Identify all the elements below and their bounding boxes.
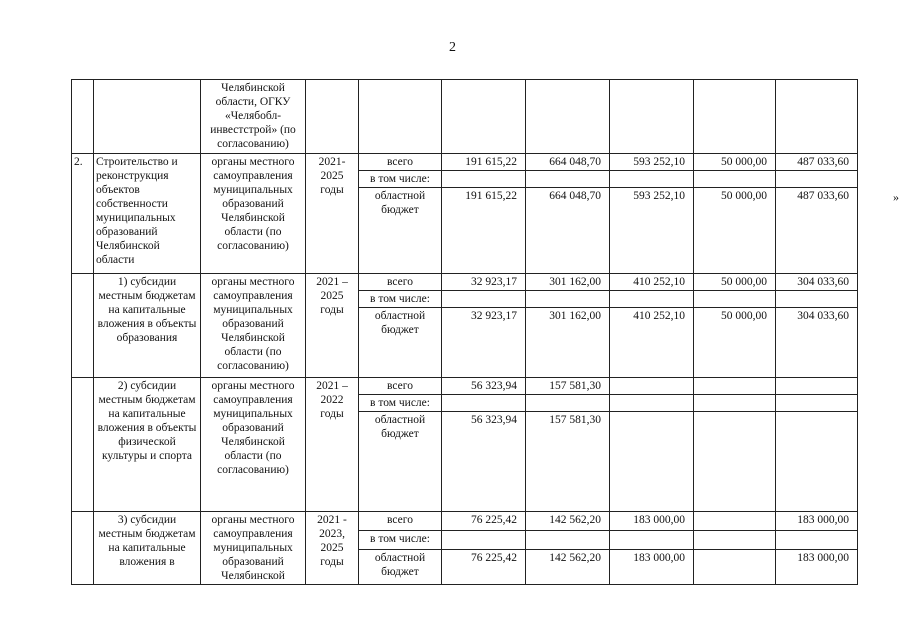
- cell-value: [694, 412, 776, 512]
- cell-value: [442, 291, 526, 308]
- cell-source-regional: областной бюджет: [359, 412, 442, 512]
- cell-source-total: всего: [359, 378, 442, 395]
- cell-value: [694, 550, 776, 585]
- table-row: [72, 274, 858, 291]
- cell-value: 50 000,00: [694, 188, 776, 274]
- cell-value: [526, 291, 610, 308]
- cell-value: [442, 395, 526, 412]
- cell-value: [610, 412, 694, 512]
- cell-value: 183 000,00: [776, 550, 858, 585]
- cell-value: 56 323,94: [442, 378, 526, 395]
- cell-value: [610, 395, 694, 412]
- cell-value: 157 581,30: [526, 412, 610, 512]
- cell-value: 76 225,42: [442, 550, 526, 585]
- table-row: [72, 80, 858, 154]
- cell-value: [526, 395, 610, 412]
- cell-value: [610, 80, 694, 154]
- cell-value: [776, 378, 858, 395]
- cell-value: [694, 395, 776, 412]
- cell-source-regional: областной бюджет: [359, 550, 442, 585]
- cell-value: 142 562,20: [526, 550, 610, 585]
- cell-value: 76 225,42: [442, 512, 526, 531]
- cell-executor: органы местного самоуправления муниципальных образований Челябинской области (по согласованию): [201, 274, 306, 378]
- cell-value: 301 162,00: [526, 274, 610, 291]
- cell-value: 50 000,00: [694, 154, 776, 171]
- cell-name: 1) субсидии местным бюджетам на капитальные вложения в объекты образования: [94, 274, 201, 378]
- cell-value: [610, 291, 694, 308]
- cell-value: 410 252,10: [610, 308, 694, 378]
- cell-executor: органы местного самоуправления муниципальных образований Челябинской: [201, 512, 306, 585]
- cell-value: 56 323,94: [442, 412, 526, 512]
- table-row: [72, 378, 858, 395]
- cell-source-total: всего: [359, 154, 442, 171]
- cell-executor: органы местного самоуправления муниципальных образований Челябинской области (по согласованию): [201, 378, 306, 512]
- cell-value: [776, 291, 858, 308]
- cell-value: [776, 80, 858, 154]
- cell-value: 183 000,00: [610, 512, 694, 531]
- cell-value: 50 000,00: [694, 308, 776, 378]
- cell-num: [72, 274, 94, 378]
- cell-executor: органы местного самоуправления муниципальных образований Челябинской области (по согласованию): [201, 154, 306, 274]
- side-quote-mark: »: [893, 190, 899, 204]
- cell-value: [442, 531, 526, 550]
- page-number: 2: [449, 40, 456, 55]
- cell-value: [694, 531, 776, 550]
- cell-source-including: в том числе:: [359, 531, 442, 550]
- table-row: [72, 154, 858, 171]
- cell-period: [306, 80, 359, 154]
- cell-period: 2021 – 2022 годы: [306, 378, 359, 512]
- cell-name: Строительство и реконструкция объектов собственности муниципальных образований Челябинской области: [94, 154, 201, 274]
- cell-executor: Челябинской области, ОГКУ «Челябобл-инвестстрой» (по согласованию): [201, 80, 306, 154]
- cell-value: 157 581,30: [526, 378, 610, 395]
- cell-source-total: всего: [359, 274, 442, 291]
- cell-value: 191 615,22: [442, 154, 526, 171]
- cell-num: [72, 512, 94, 585]
- cell-value: [442, 171, 526, 188]
- cell-value: 410 252,10: [610, 274, 694, 291]
- cell-source-including: в том числе:: [359, 171, 442, 188]
- cell-period: 2021-2025 годы: [306, 154, 359, 274]
- cell-value: 487 033,60: [776, 154, 858, 171]
- table-row: [72, 512, 858, 531]
- cell-value: 32 923,17: [442, 308, 526, 378]
- cell-value: [694, 512, 776, 531]
- cell-value: [776, 412, 858, 512]
- cell-value: [442, 80, 526, 154]
- cell-value: [610, 378, 694, 395]
- cell-value: [694, 80, 776, 154]
- cell-value: [694, 378, 776, 395]
- cell-name: 3) субсидии местным бюджетам на капитальные вложения в: [94, 512, 201, 585]
- cell-value: 304 033,60: [776, 308, 858, 378]
- cell-source-total: всего: [359, 512, 442, 531]
- budget-table: [71, 79, 858, 585]
- cell-value: 593 252,10: [610, 154, 694, 171]
- cell-period: 2021 - 2023, 2025 годы: [306, 512, 359, 585]
- cell-source-including: в том числе:: [359, 395, 442, 412]
- cell-value: [776, 171, 858, 188]
- cell-name: 2) субсидии местным бюджетам на капитальные вложения в объекты физической культуры и спорта: [94, 378, 201, 512]
- cell-value: 304 033,60: [776, 274, 858, 291]
- cell-value: [610, 531, 694, 550]
- cell-value: 50 000,00: [694, 274, 776, 291]
- cell-value: [526, 531, 610, 550]
- cell-value: [694, 171, 776, 188]
- cell-value: 32 923,17: [442, 274, 526, 291]
- cell-value: 142 562,20: [526, 512, 610, 531]
- cell-value: 191 615,22: [442, 188, 526, 274]
- cell-value: [776, 395, 858, 412]
- cell-num: [72, 378, 94, 512]
- cell-value: [694, 291, 776, 308]
- cell-source-regional: областной бюджет: [359, 188, 442, 274]
- cell-value: 664 048,70: [526, 188, 610, 274]
- cell-value: 301 162,00: [526, 308, 610, 378]
- cell-value: 183 000,00: [776, 512, 858, 531]
- cell-value: 487 033,60: [776, 188, 858, 274]
- cell-source-regional: областной бюджет: [359, 308, 442, 378]
- cell-name: [94, 80, 201, 154]
- cell-value: 664 048,70: [526, 154, 610, 171]
- cell-value: [526, 80, 610, 154]
- cell-value: [610, 171, 694, 188]
- cell-value: [776, 531, 858, 550]
- cell-value: [526, 171, 610, 188]
- cell-period: 2021 – 2025 годы: [306, 274, 359, 378]
- cell-value: 593 252,10: [610, 188, 694, 274]
- cell-num: 2.: [72, 154, 94, 274]
- cell-value: 183 000,00: [610, 550, 694, 585]
- cell-source-including: в том числе:: [359, 291, 442, 308]
- cell-num: [72, 80, 94, 154]
- cell-source: [359, 80, 442, 154]
